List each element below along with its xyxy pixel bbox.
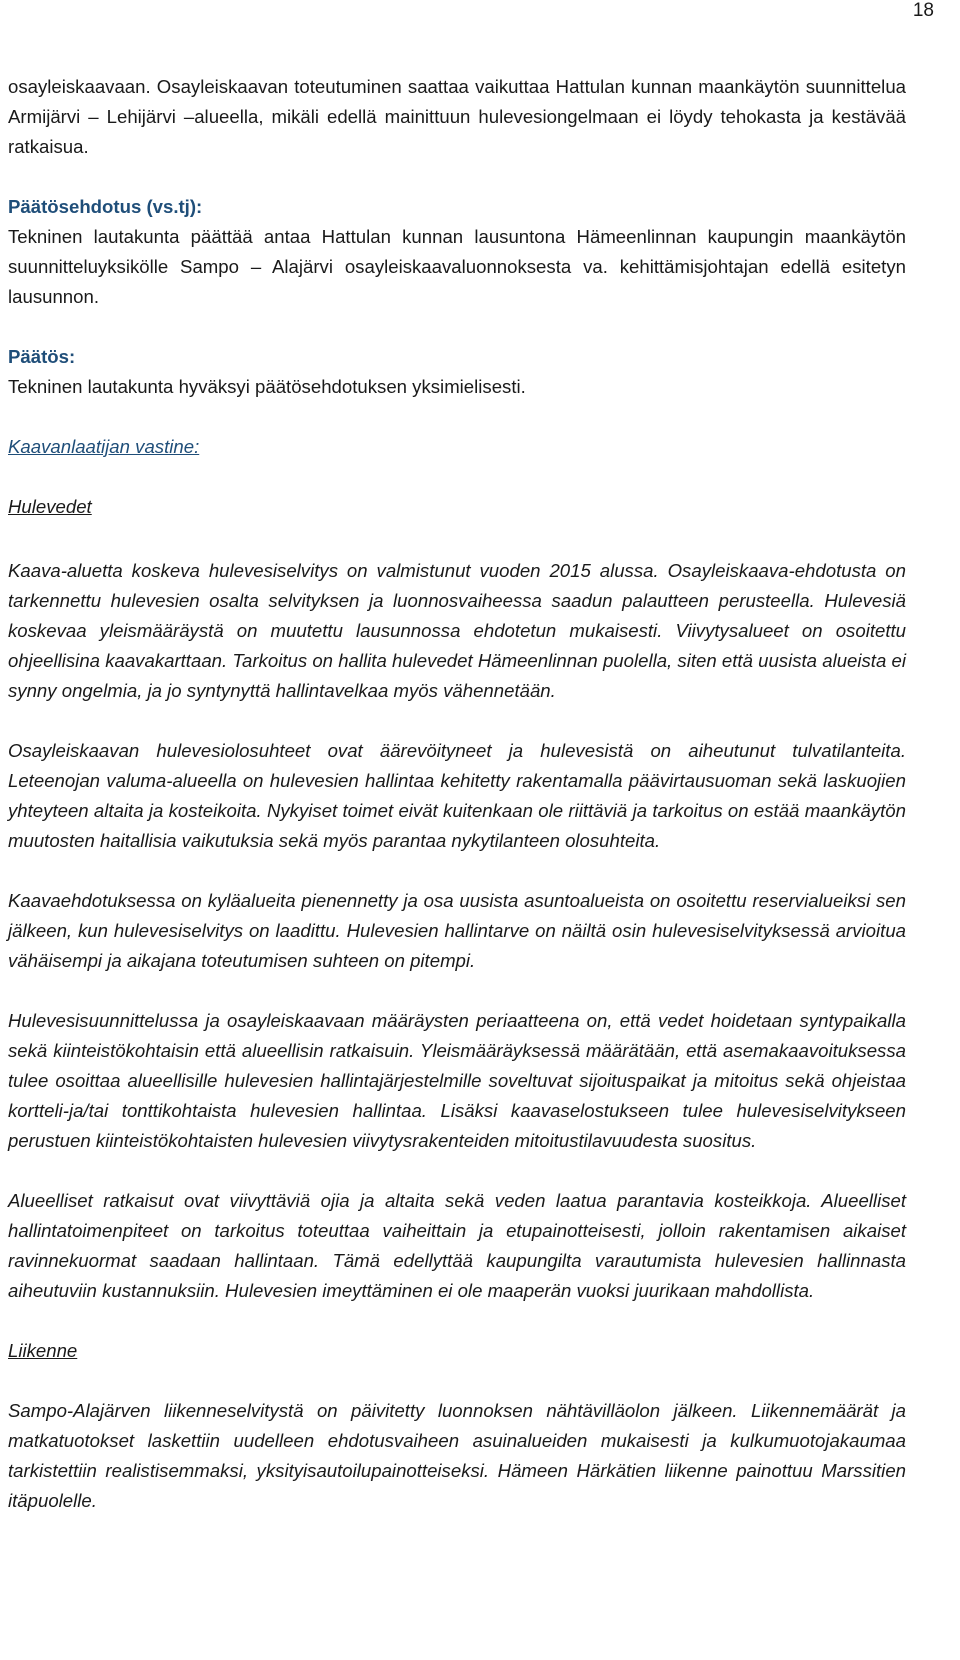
decision-text: Tekninen lautakunta hyväksyi päätösehdotuksen yksimielisesti. <box>8 376 526 397</box>
page-number: 18 <box>912 0 934 21</box>
proposal-text: Tekninen lautakunta päättää antaa Hattulan kunnan lausuntona Hämeenlinnan kaupungin maankäytön suunnitteluyksikölle Sampo – Alajärvi osayleiskaavaluonnoksesta va. kehittämisjohtajan edellä esitetyn lausunnon. <box>8 226 906 307</box>
liikenne-heading: Liikenne <box>8 1340 78 1361</box>
hulevedet-paragraph-3: Kaavaehdotuksessa on kyläalueita pienennetty ja osa uusista asuntoalueista on osoitettu reservialueiksi sen jälkeen, kun hulevesiselvitys on laadittu. Hulevesien hallintarve on näiltä osin hulevesiselvityksessä arvioitua vähäisempi ja aikajana toteutumisen suhteen on pitempi. <box>8 890 906 971</box>
hulevedet-heading: Hulevedet <box>8 496 92 517</box>
proposal-heading: Päätösehdotus (vs.tj): <box>8 196 203 217</box>
hulevedet-paragraph-1: Kaava-aluetta koskeva hulevesiselvitys on valmistunut vuoden 2015 alussa. Osayleiskaava-ehdotusta on tarkennettu hulevesien osalta selvityksen ja luonnosvaiheessa saadun palautteen perusteella. Hulevesiä koskevaa yleismääräystä on muutettu lausunnossa ehdotetun mukaisesti. Viivytysalueet on osoitettu ohjeellisina kaavakarttaan. Tarkoitus on hallita hulevedet Hämeenlinnan puolella, siten että uusista alueista ei synny ongelmia, ja jo syntynyttä hallintavelkaa myös vähennetään. <box>8 560 906 701</box>
hulevedet-paragraph-4: Hulevesisuunnittelussa ja osayleiskaavaan määräysten periaatteena on, että vedet hoidetaan syntypaikalla sekä kiinteistökohtaisin että alueellisin ratkaisuin. Yleismääräyksessä määrätään, että asemakaavoituksessa tulee osoittaa alueellisille hulevesien hallintajärjestelmille soveltuvat sijoituspaikat ja mitoitus sekä ohjeistaa kortteli-ja/tai tonttikohtaista hulevesien hallintaa. Lisäksi kaavaselostukseen tulee hulevesiselvitykseen perustuen kiinteistökohtaisten hulevesien viivytysrakenteiden mitoitustilavuudesta suositus. <box>8 1010 906 1151</box>
intro-paragraph: osayleiskaavaan. Osayleiskaavan toteutuminen saattaa vaikuttaa Hattulan kunnan maankäytön suunnittelua Armijärvi – Lehijärvi –alueella, mikäli edellä mainittuun hulevesiongelmaan ei löydy tehokasta ja kestävää ratkaisua. <box>8 76 906 157</box>
document-body <box>8 72 906 1516</box>
decision-heading: Päätös: <box>8 346 76 367</box>
response-heading: Kaavanlaatijan vastine: <box>8 436 200 457</box>
hulevedet-paragraph-5: Alueelliset ratkaisut ovat viivyttäviä ojia ja altaita sekä veden laatua parantavia kosteikkoja. Alueelliset hallintatoimenpiteet on tarkoitus toteuttaa vaiheittain ja etupainotteisesti, jolloin rakentamisen aikaiset ravinnekuormat saadaan hallintaan. Tämä edellyttää kaupungilta varautumista hulevesien hallinnasta aiheutuviin kustannuksiin. Hulevesien imeyttäminen ei ole maaperän vuoksi juurikaan mahdollista. <box>8 1190 906 1301</box>
liikenne-paragraph-1: Sampo-Alajärven liikenneselvitystä on päivitetty luonnoksen nähtävilläolon jälkeen. Liikennemäärät ja matkatuotokset laskettiin uudelleen ehdotusvaiheen asuinalueiden mukaisesti ja kulkumuotojakaumaa tarkistettiin realistisemmaksi, yksityisautoilupainotteiseksi. Hämeen Härkätien liikenne painottuu Marssitien itäpuolelle. <box>8 1400 906 1511</box>
hulevedet-paragraph-2: Osayleiskaavan hulevesiolosuhteet ovat äärevöityneet ja hulevesistä on aiheutunut tulvatilanteita. Leteenojan valuma-alueella on hulevesien hallintaa kehitetty rakentamalla päävirtausuoman sekä laskuojien yhteyteen altaita ja kosteikoita. Nykyiset toimet eivät kuitenkaan ole riittäviä ja tarkoitus on estää maankäytön muutosten haitallisia vaikutuksia sekä myös parantaa nykytilanteen olosuhteita. <box>8 740 906 851</box>
